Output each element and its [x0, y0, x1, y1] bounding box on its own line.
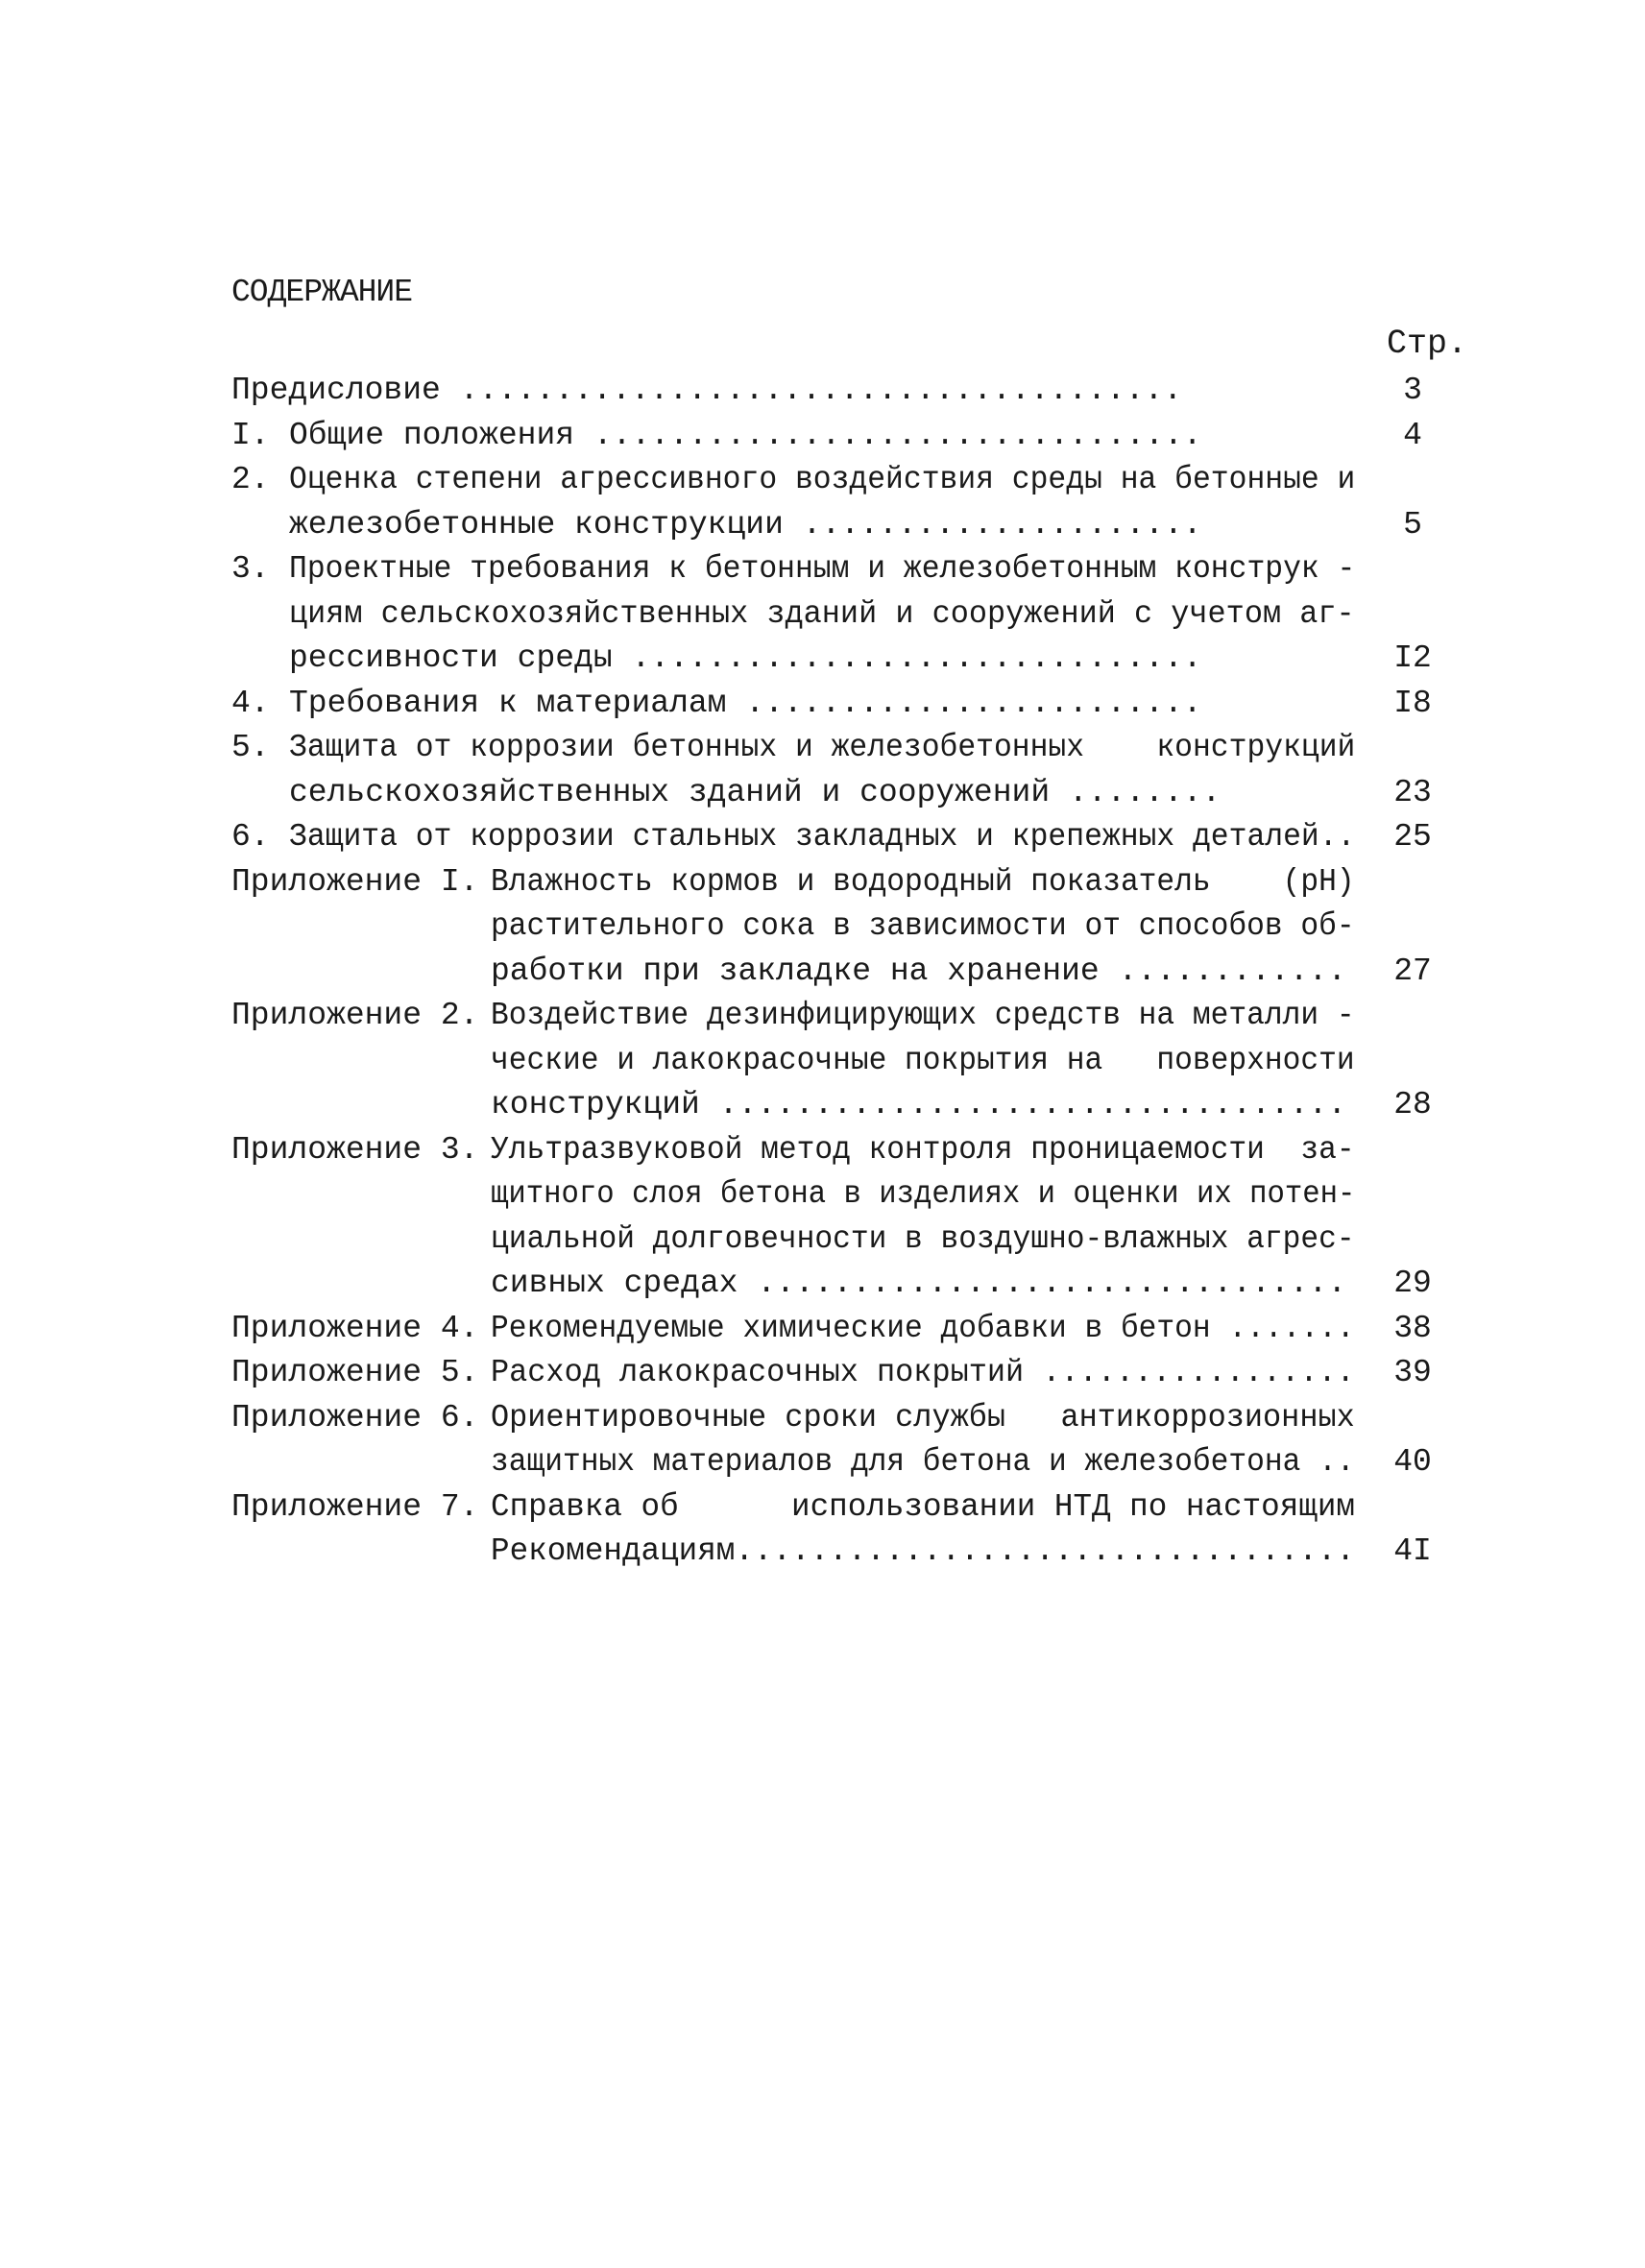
- toc-page-number: I8: [1393, 685, 1432, 721]
- toc-page-number: 38: [1393, 1310, 1432, 1346]
- toc-line-text: сельскохозяйственных зданий и сооружений ........: [289, 774, 1222, 810]
- toc-line-number: Приложение 6.: [231, 1399, 479, 1436]
- toc-line-text: циям сельскохозяйственных зданий и сооружений с учетом аг-: [289, 595, 1355, 632]
- toc-line-text: Защита от коррозии бетонных и железобетонных конструкций: [289, 730, 1356, 765]
- toc-line-text: Оценка степени агрессивного воздействия среды на бетонные и: [289, 462, 1356, 497]
- toc-line-text: Защита от коррозии стальных закладных и крепежных деталей..: [289, 819, 1356, 855]
- toc-line-text: Рекомендациям.................................: [491, 1533, 1355, 1569]
- toc-line: [231, 1083, 1480, 1128]
- toc-line: [231, 1530, 1480, 1575]
- toc-page-number: 29: [1393, 1266, 1432, 1301]
- toc-line: [231, 1172, 1480, 1218]
- toc-line-text: Справка об использовании НТД по настоящим: [491, 1488, 1355, 1525]
- toc-line-text: щитного слоя бетона в изделиях и оценки их потен-: [491, 1176, 1356, 1212]
- toc-page-number: I2: [1393, 640, 1432, 676]
- toc-line-text: Требования к материалам ........................: [289, 685, 1202, 721]
- toc-line: [231, 1351, 1480, 1396]
- toc-line-number: 6.: [231, 819, 270, 855]
- toc-line: [231, 458, 1480, 503]
- toc-line-text: Общие положения ................................: [289, 417, 1202, 453]
- toc-line-text: Расход лакокрасочных покрытий .................: [491, 1355, 1355, 1390]
- toc-line: [231, 1307, 1480, 1352]
- toc-line-text: Ультразвуковой метод контроля проницаемости за-: [491, 1131, 1355, 1168]
- toc-line-number: I.: [231, 417, 270, 453]
- toc-line-number: Приложение I.: [231, 863, 479, 900]
- toc-page-number: 23: [1393, 774, 1432, 810]
- toc-line: [231, 1039, 1480, 1084]
- toc-line: [231, 1262, 1480, 1307]
- page-title: СОДЕРЖАНИЕ: [231, 275, 413, 310]
- toc-line-text: Ориентировочные сроки службы антикоррозионных: [491, 1399, 1355, 1436]
- toc-line-number: Приложение 3.: [231, 1131, 479, 1168]
- toc-page-number: 5: [1403, 506, 1422, 543]
- toc-line: [231, 592, 1480, 638]
- toc-page-number: 4I: [1393, 1533, 1432, 1569]
- toc-page-number: 39: [1393, 1355, 1432, 1390]
- toc-line: [231, 726, 1480, 771]
- toc-line-text: сивных средах ...............................: [491, 1266, 1347, 1301]
- toc-page-number: 25: [1393, 819, 1432, 855]
- toc-line-number: 3.: [231, 551, 270, 587]
- toc-line: [231, 815, 1480, 860]
- toc-line-text: Влажность кормов и водородный показатель (pH): [491, 863, 1355, 900]
- toc-line-text: циальной долговечности в воздушно-влажных агрес-: [491, 1220, 1355, 1257]
- toc-line-text: Рекомендуемые химические добавки в бетон .......: [491, 1310, 1355, 1346]
- toc-line: [231, 503, 1480, 548]
- toc-line: [231, 1485, 1480, 1531]
- page-column-header: Стр.: [1387, 325, 1468, 363]
- toc-page-number: 4: [1403, 417, 1422, 453]
- toc-line-number: 4.: [231, 685, 270, 721]
- toc-line: [231, 1128, 1480, 1173]
- toc-line-number: Приложение 4.: [231, 1310, 479, 1346]
- toc-page-number: 27: [1393, 953, 1432, 989]
- toc-line: [231, 1396, 1480, 1441]
- toc-line-text: растительного сока в зависимости от способов об-: [491, 908, 1355, 944]
- toc-line: [231, 771, 1480, 816]
- toc-line-text: рессивности среды ..............................: [289, 640, 1202, 676]
- toc-line-number: 2.: [231, 462, 270, 497]
- toc-line: [231, 414, 1480, 459]
- toc-line-number: Приложение 5.: [231, 1355, 479, 1390]
- toc-line-text: Предисловие ......................................: [231, 373, 1183, 408]
- toc-line: [231, 905, 1480, 950]
- toc-line-text: ческие и лакокрасочные покрытия на поверхности: [491, 1042, 1355, 1078]
- toc-line-text: работки при закладке на хранение ............: [491, 953, 1347, 989]
- toc-line: [231, 860, 1480, 905]
- toc-line: [231, 682, 1480, 727]
- toc-line-text: Воздействие дезинфицирующих средств на металли -: [491, 998, 1355, 1033]
- toc-line-text: Проектные требования к бетонным и железобетонным конструк -: [289, 551, 1356, 587]
- toc-line-text: защитных материалов для бетона и железобетона ..: [491, 1444, 1355, 1480]
- toc-line-number: Приложение 2.: [231, 998, 479, 1033]
- toc-line-text: конструкций .................................: [491, 1087, 1347, 1122]
- toc-page-number: 28: [1393, 1087, 1432, 1122]
- toc-page-number: 3: [1403, 373, 1422, 408]
- toc-line-text: железобетонные конструкции .....................: [289, 506, 1202, 543]
- toc-line: [231, 369, 1480, 414]
- table-of-contents: [231, 369, 1480, 1575]
- toc-line: [231, 1440, 1480, 1485]
- toc-line: [231, 547, 1480, 592]
- toc-line: [231, 994, 1480, 1039]
- toc-page-number: 40: [1393, 1444, 1432, 1480]
- toc-line: [231, 1218, 1480, 1263]
- toc-line-number: 5.: [231, 730, 270, 765]
- toc-line: [231, 637, 1480, 682]
- toc-line: [231, 950, 1480, 995]
- toc-line-number: Приложение 7.: [231, 1488, 479, 1525]
